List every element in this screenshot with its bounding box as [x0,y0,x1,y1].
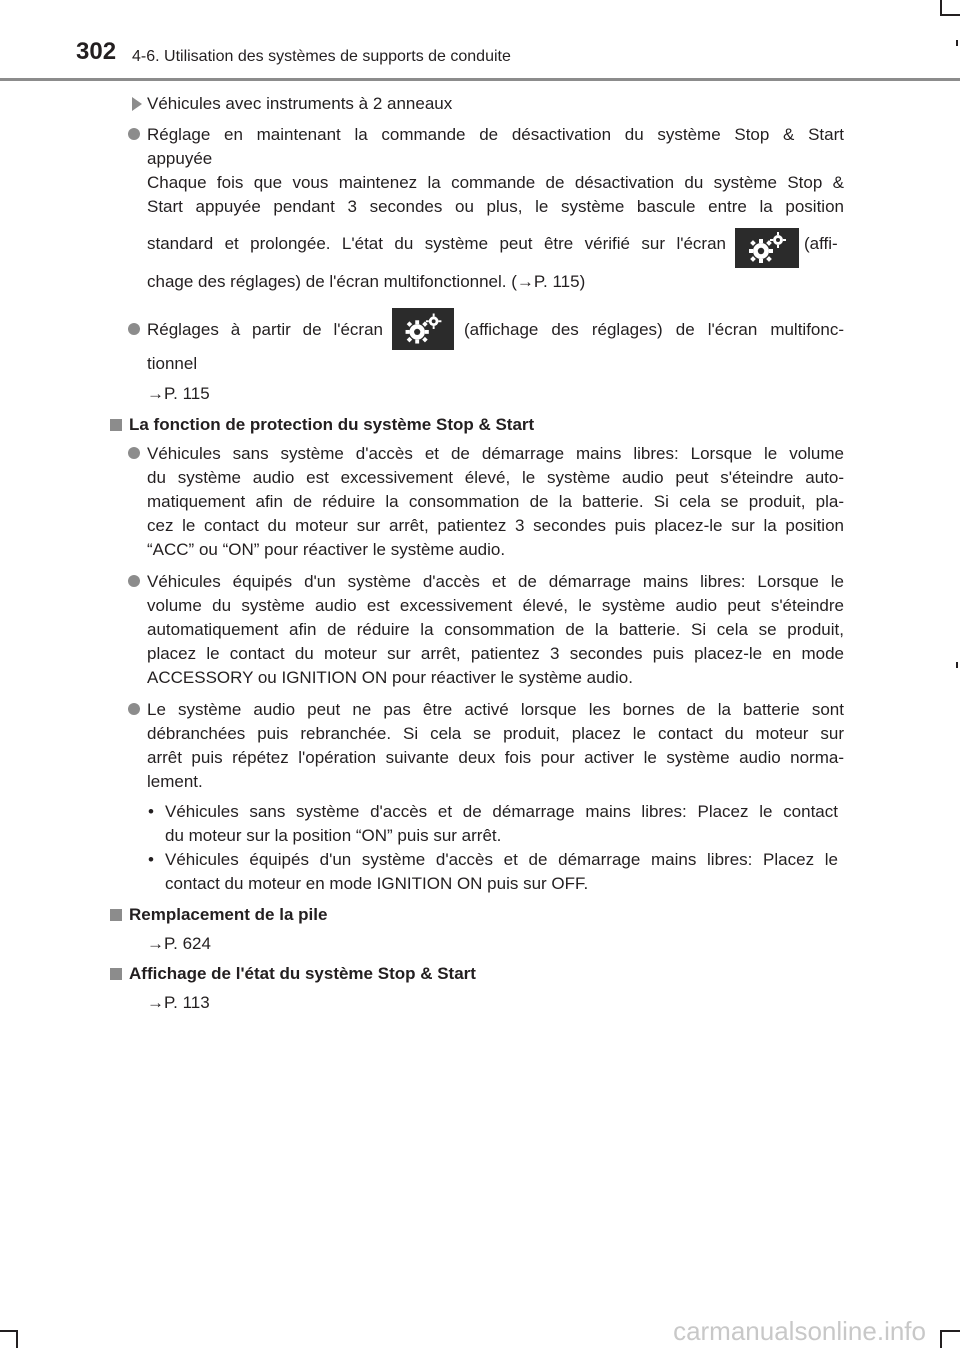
square-bullet-icon [110,909,122,921]
small-bullet: • [148,850,154,869]
paragraph-line: (affichage des réglages) de l'écran multifonc- [464,320,844,339]
round-bullet-icon [128,703,140,715]
section-heading: Affichage de l'état du système Stop & Start [129,964,476,983]
chapter-title: 4-6. Utilisation des systèmes de supports de conduite [132,48,511,65]
paragraph-line: Réglages à partir de l'écran [147,320,383,339]
paragraph-line: volume du système audio est excessivement élevé, le système audio peut s'éteindre [147,596,844,615]
header-divider [0,78,960,81]
paragraph-line: du système audio est excessivement élevé, le système audio peut s'éteindre auto- [147,468,844,487]
page-header [0,38,960,80]
paragraph-line: ACCESSORY ou IGNITION ON pour réactiver le système audio. [147,668,633,687]
round-bullet-icon [128,323,140,335]
section-heading: Remplacement de la pile [129,905,328,924]
crop-mark [956,40,958,46]
paragraph-line: Véhicules équipés d'un système d'accès et de démarrage mains libres: Placez le [165,850,838,869]
page-reference: →P. 624 [147,934,211,953]
paragraph-line: du moteur sur la position “ON” puis sur arrêt. [165,826,502,845]
small-bullet: • [148,802,154,821]
round-bullet-icon [128,128,140,140]
paragraph-line: Start appuyée pendant 3 secondes ou plus, le système bascule entre la position [147,197,844,216]
paragraph-line: “ACC” ou “ON” pour réactiver le système audio. [147,540,506,559]
round-bullet-icon [128,447,140,459]
paragraph-line: standard et prolongée. L'état du système peut être vérifié sur l'écran [147,234,726,253]
square-bullet-icon [110,968,122,980]
page-reference: →P. 115 [147,384,210,403]
paragraph-line: matiquement afin de réduire la consommation de la batterie. Si cela se produit, pla- [147,492,844,511]
square-bullet-icon [110,419,122,431]
paragraph-line: Véhicules sans système d'accès et de démarrage mains libres: Placez le contact [165,802,838,821]
paragraph-line: Réglage en maintenant la commande de désactivation du système Stop & Start [147,125,844,144]
settings-gear-icon [735,228,799,268]
subsection-label: Véhicules avec instruments à 2 anneaux [147,94,453,113]
paragraph-line: Véhicules sans système d'accès et de démarrage mains libres: Lorsque le volume [147,444,844,463]
crop-mark [956,662,958,668]
triangle-bullet-icon [132,97,142,111]
paragraph-line: arrêt puis répétez l'opération suivante deux fois pour activer le système audio norma- [147,748,844,767]
crop-mark [16,1330,18,1348]
paragraph-line: (affi- [804,234,838,253]
crop-mark [940,1330,960,1332]
crop-mark [0,1330,18,1332]
paragraph-line: contact du moteur en mode IGNITION ON puis sur OFF. [165,874,589,893]
gear-icon [392,308,454,350]
paragraph-line: chage des réglages) de l'écran multifonctionnel. (→P. 115) [147,272,586,291]
crop-mark [940,1330,942,1348]
paragraph-line: Le système audio peut ne pas être activé lorsque les bornes de la batterie sont [147,700,844,719]
paragraph-line: Véhicules équipés d'un système d'accès et de démarrage mains libres: Lorsque le [147,572,844,591]
settings-gear-icon [392,308,454,350]
page-reference: →P. 113 [147,993,210,1012]
gear-icon [735,228,799,268]
paragraph-line: appuyée [147,149,213,168]
paragraph-line: Chaque fois que vous maintenez la commande de désactivation du système Stop & [147,173,844,192]
watermark: carmanualsonline.info [673,1316,926,1346]
section-heading: La fonction de protection du système Stop & Start [129,415,535,434]
page-number: 302 [76,38,117,65]
paragraph-line: cez le contact du moteur sur arrêt, patientez 3 secondes puis placez-le sur la position [147,516,844,535]
paragraph-line: placez le contact du moteur sur arrêt, patientez 3 secondes puis placez-le en mode [147,644,844,663]
paragraph-line: lement. [147,772,203,791]
round-bullet-icon [128,575,140,587]
crop-mark [940,14,960,16]
paragraph-line: automatiquement afin de réduire la consommation de la batterie. Si cela se produit, [147,620,844,639]
paragraph-line: débranchées puis rebranchée. Si cela se produit, placez le contact du moteur sur [147,724,844,743]
paragraph-line: tionnel [147,354,198,373]
